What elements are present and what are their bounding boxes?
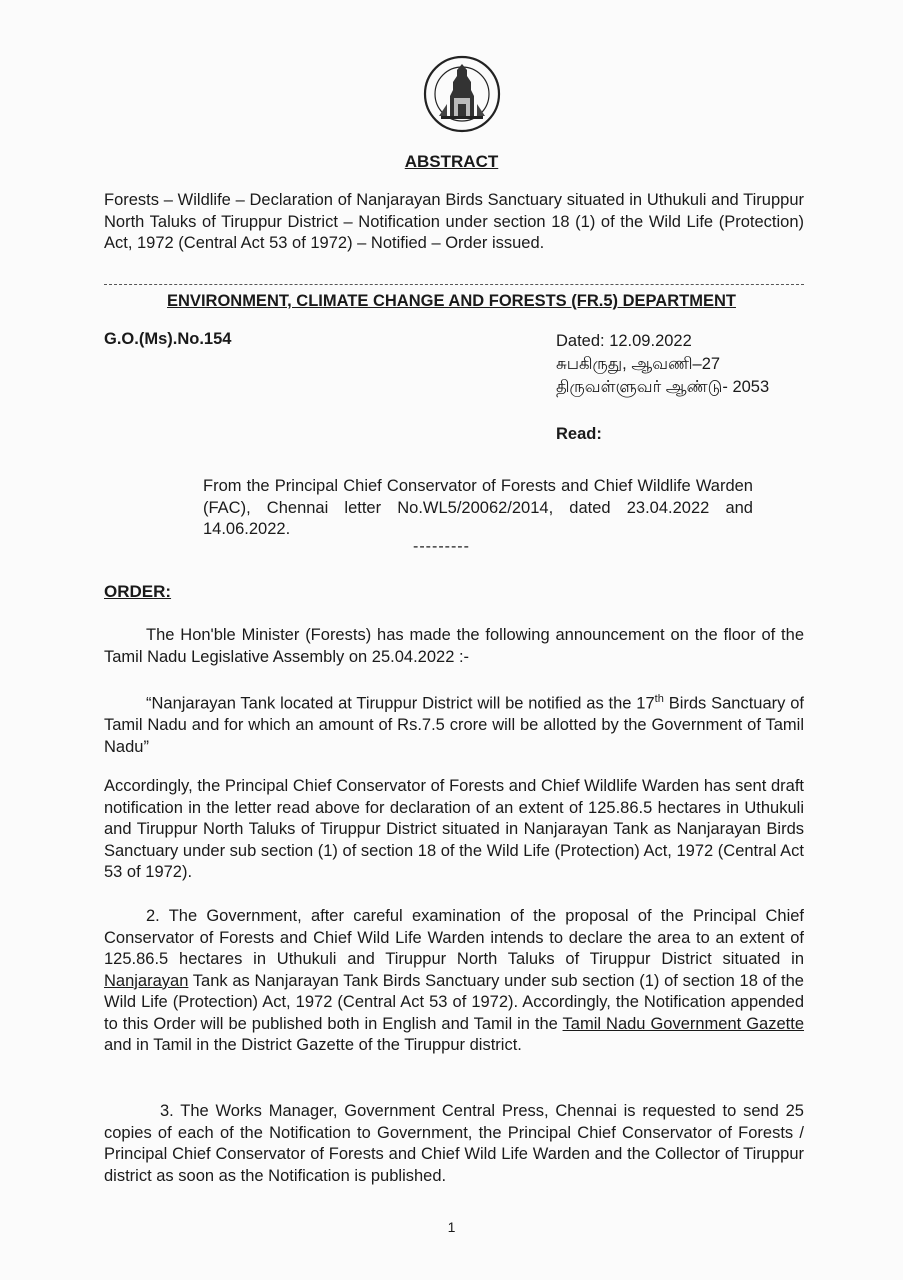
paragraph-3: 3. The Works Manager, Government Central Press, Chennai is requested to send 25 copies of each of the Notification to Government, the Principal Chief Conservator of Forests / Principal Chief Conservator of Forests and Chief Wild Life Warden and the Collector of Tiruppur district as soon as the Notification is published. xyxy=(104,1102,804,1185)
tamilnadu-government-emblem-icon xyxy=(417,54,507,136)
abstract-title: ABSTRACT xyxy=(404,152,499,171)
order-heading: ORDER: xyxy=(104,582,172,601)
dated-block xyxy=(556,330,769,399)
quote-paragraph: “Nanjarayan Tank located at Tiruppur District will be notified as the 17th Birds Sanctuary of Tamil Nadu and for which an amount of Rs.7.5 crore will be allotted by the Government of Tamil Nadu” xyxy=(104,693,804,756)
tamil-date-line: சுபகிருது, ஆவணி–27 xyxy=(556,355,721,373)
subject-paragraph: Forests – Wildlife – Declaration of Nanjarayan Birds Sanctuary situated in Uthukuli and Tiruppur North Taluks of Tiruppur District – Notification under section 18 (1) of the Wild Life (Protection) Act, 1972 (Central Act 53 of 1972) – Notified – Order issued. xyxy=(104,191,804,252)
paragraph-2: 2. The Government, after careful examination of the proposal of the Principal Chief Conservator of Forests and Chief Wild Life Warden intends to declare the area to an extent of 125.86.5 hectares in Uthukuli and Tiruppur North Taluks of Tiruppur District situated in Nanjarayan Tank as Nanjarayan Tank Birds Sanctuary under sub section (1) of section 18 of the Wild Life (Protection) Act, 1972 (Central Act 53 of 1972). Accordingly, the Notification appended to this Order will be published both in English and Tamil in the Tamil Nadu Government Gazette and in Tamil in the District Gazette of the Tiruppur district. xyxy=(104,907,805,1054)
go-number: G.O.(Ms).No.154 xyxy=(104,330,232,348)
announcement-paragraph: The Hon'ble Minister (Forests) has made the following announcement on the floor of the Tamil Nadu Legislative Assembly on 25.04.2022 :- xyxy=(104,626,804,666)
page-number: 1 xyxy=(447,1219,456,1235)
tamil-year-line: திருவள்ளுவர் ஆண்டு- 2053 xyxy=(556,378,770,396)
reference-separator: --------- xyxy=(413,538,470,555)
dashed-divider xyxy=(104,284,804,285)
reference-letter: From the Principal Chief Conservator of Forests and Chief Wildlife Warden (FAC), Chennai letter No.WL5/20062/2014, dated 23.04.2022 and 14.06.2022. xyxy=(203,477,753,538)
dated-line: Dated: 12.09.2022 xyxy=(556,332,692,350)
department-heading: ENVIRONMENT, CLIMATE CHANGE AND FORESTS (FR.5) DEPARTMENT xyxy=(167,292,736,310)
accordingly-paragraph: Accordingly, the Principal Chief Conservator of Forests and Chief Wildlife Warden has sent draft notification in the letter read above for declaration of an extent of 125.86.5 hectares in Uthukuli and Tiruppur North Taluks of Tiruppur District situated in Nanjarayan Tank as Nanjarayan Birds Sanctuary under sub section (1) of section 18 of the Wild Life (Protection) Act, 1972 (Central Act 53 of 1972). xyxy=(104,777,804,881)
read-label: Read: xyxy=(556,425,602,443)
